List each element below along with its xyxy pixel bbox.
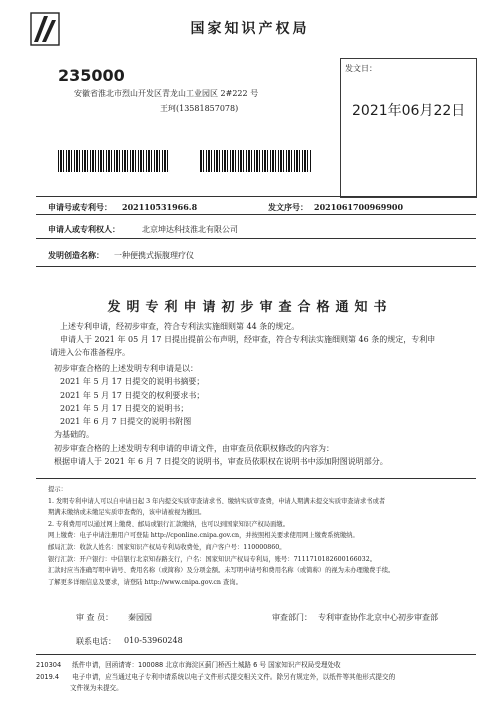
notes-section — [48, 484, 460, 588]
dept-name: 专利审查协作北京中心初步审查部 — [318, 613, 438, 622]
note-line: 2. 专利费用可以通过网上缴费、邮局或银行汇款缴纳，也可以到国家知识产权局面缴。 — [48, 520, 289, 528]
note-line: 了解更多详细信息及要求，请登陆 http://www.cnipa.gov.cn 查询。 — [48, 578, 242, 586]
dept-label: 审查部门： — [272, 613, 312, 622]
divider-line — [36, 266, 476, 267]
list-item: 2021 年 5 月 17 日提交的权利要求书； — [60, 390, 205, 400]
basis-text: 为基础的。 — [54, 430, 94, 440]
note-line: 汇款时应当准确写明申请号、费用名称（或简称）及分项金额。未写明申请号和费用名称（或简称）的视为未办理缴费手续。 — [48, 567, 395, 575]
form-version: 2019.4 — [36, 672, 60, 681]
notes-heading: 提示： — [48, 486, 67, 493]
footer-text: 纸件申请，回函请寄：100088 北京市海淀区蓟门桥西土城路 6 号 国家知识产权局受理处收 — [72, 661, 341, 669]
body-paragraph: 请进入公布准备程序。 — [50, 348, 130, 357]
cnipa-logo-icon — [30, 12, 60, 46]
examiner-name: 秦园园 — [128, 613, 152, 622]
agency-name: 国家知识产权局 — [190, 21, 310, 37]
divider-line — [36, 654, 476, 655]
footer-row — [36, 672, 395, 684]
phone-label: 联系电话： — [76, 637, 116, 646]
note-line: 银行汇款：开户银行：中信银行北京知春路支行，户名：国家知识产权局专利局，账号：7111710182600166032。 — [48, 555, 376, 563]
footer — [36, 660, 395, 695]
list-item: 2021 年 5 月 17 日提交的说明书摘要； — [60, 377, 205, 387]
list-item: 2021 年 5 月 17 日提交的说明书； — [60, 403, 189, 413]
divider-line — [36, 238, 476, 239]
notice-title: 发明专利申请初步审查合格通知书 — [107, 300, 393, 315]
divider-line — [36, 196, 476, 197]
applicant-label: 申请人或专利权人： — [48, 224, 120, 234]
serial-value: 2021061700969900 — [314, 202, 404, 212]
recipient-address: 安徽省淮北市烈山开发区青龙山工业园区 2#222 号 — [74, 89, 259, 98]
app-no-label: 申请号或专利号： — [48, 202, 112, 212]
applicant-value: 北京坤达科技淮北有限公司 — [142, 225, 238, 234]
form-code: 210304 — [36, 661, 62, 669]
postal-code: 235000 — [58, 66, 125, 85]
issue-date: 2021年06月22日 — [352, 103, 466, 119]
barcode-right — [200, 150, 312, 172]
date-label: 发文日： — [345, 64, 377, 73]
recipient-name: 王珂(13581857078) — [160, 104, 239, 113]
list-intro: 初步审查合格的上述发明专利申请是以： — [54, 364, 198, 373]
body-paragraph: 上述专利申请，经初步审查，符合专利法实施细则第 44 条的规定。 — [60, 322, 300, 331]
phone-number: 010-53960248 — [124, 636, 183, 645]
date-box — [340, 58, 477, 198]
footer-row — [36, 683, 395, 695]
divider-line — [36, 214, 476, 215]
barcode-left — [58, 150, 170, 172]
document-basis-list — [54, 362, 388, 468]
footer-text: 电子申请，应当通过电子专利申请系统以电子文件形式提交相关文件。除另有规定外，以纸件等其他形式提交的 — [72, 672, 396, 681]
footer-text: 文件视为未提交。 — [70, 684, 123, 692]
invention-value: 一种便携式振腹理疗仪 — [114, 251, 194, 260]
divider-line — [36, 478, 476, 479]
serial-label: 发文序号： — [268, 202, 308, 212]
examiner-label: 审 查 员： — [76, 613, 114, 622]
list-item: 2021 年 6 月 7 日提交的说明书附图 — [60, 417, 192, 427]
modify-detail: 根据申请人于 2021 年 6 月 7 日提交的说明书，审查员依职权在说明书中添加附图说明部分。 — [54, 457, 388, 467]
note-line: 期满未缴纳或未缴足实质审查费的，该申请被视为撤回。 — [48, 509, 206, 517]
note-line: 1. 发明专利申请人可以自申请日起 3 年内提交实质审查请求书、缴纳实质审查费，申请人期满未提交实质审查请求书或者 — [48, 497, 386, 505]
note-line: 邮局汇款：收款人姓名：国家知识产权局专利局收费处，商户客户号：110000860。 — [48, 543, 286, 551]
body-paragraph: 申请人于 2021 年 05 月 17 日提出提前公布声明，经审查，符合专利法实施细则第 46 条的规定，专利申 — [60, 335, 436, 344]
footer-row — [36, 660, 395, 672]
note-line: 网上缴费：电子申请注册用户可登陆 http://cponline.cnipa.gov.cn，并按照相关要求使用网上缴费系统缴纳。 — [48, 532, 359, 540]
invention-label: 发明创造名称： — [48, 250, 104, 260]
modify-intro: 初步审查合格的上述发明专利申请的申请文件，由审查员依职权修改的内容为： — [54, 443, 334, 453]
app-no-value: 202110531966.8 — [122, 202, 198, 212]
